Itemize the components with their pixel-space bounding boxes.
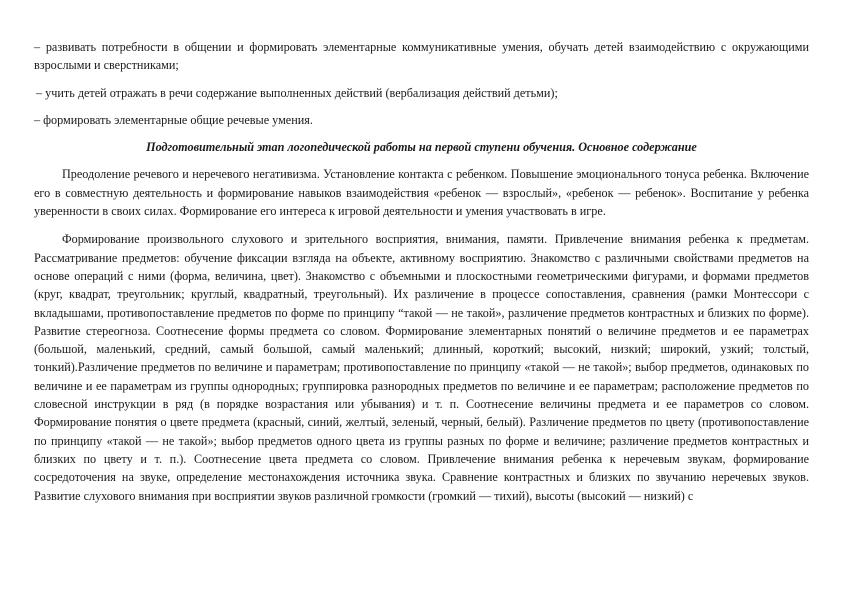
section-heading: Подготовительный этап логопедической работы на первой ступени обучения. Основное содержание — [146, 140, 697, 155]
paragraph-perception: Формирование произвольного слухового и зрительного восприятия, внимания, памяти. Привлечение внимания ребенка к предметам. Рассматривание предметов: обучение фиксации взгляда на объекте, активному восприятию. Знакомство с различными свойствами предметов на основе операций с ними (форма, величина, цвет). Знакомство с объемными и плоскостными геометрическими фигурами, и формами предметов (круг, квадрат, треугольник; круглый, квадратный, треугольный). Их различение в процессе сопоставления, сравнения (рамки Монтессори с вкладышами, противопоставление предметов по форме по принципу “такой — не такой», различение предметов контрастных и близких по форме). Развитие стереогноза. Соотнесение формы предмета со словом. Формирование элементарных понятий о величине предметов и ее параметрах (большой, маленький, средний, самый большой, самый маленький; длинный, короткий; высокий, низкий; широкий, узкий; толстый, тонкий).Различение предметов по величине и параметрам; противопоставление по принципу «такой — не такой»; выбор предметов, одинаковых по величине и ее параметрам из группы однородных; группировка разнородных предметов по величине и ее параметрам; расположение предметов по словесной инструкции в ряд (в порядке возрастания или убывания) и т. п. Соотнесение величины предмета и ее параметров со словом. Формирование понятия о цвете предмета (красный, синий, желтый, зеленый, черный, белый). Различение предметов по цвету (противопоставление по принципу «такой — не такой»; выбор предметов одного цвета из группы разных по форме и величине; различение предметов контрастных и близких по цвету и т. п.). Соотнесение цвета предмета со словом. Привлечение внимания ребенка к неречевым звукам, формирование сосредоточения на звуке, определение местонахождения источника звука. Сравнение контрастных и близких по звучанию неречевых звуков. Развитие слухового внимания при восприятии звуков различной громкости (громкий — тихий), высоты (высокий — низкий) с — [34, 232, 809, 503]
bullet-verbalization: – учить детей отражать в речи содержание выполненных действий (вербализация действий детьми); — [36, 85, 558, 100]
paragraph-negativism: Преодоление речевого и неречевого негативизма. Установление контакта с ребенком. Повышение эмоционального тонуса ребенка. Включение его в совместную деятельность и формирование навыков взаимодействия «ребенок — взрослый», «ребенок — ребенок». Воспитание у ребенка уверенности в своих силах. Формирование его интереса к игровой деятельности и умения участвовать в игре. — [34, 167, 809, 219]
bullet-communication: – развивать потребности в общении и формировать элементарные коммуникативные умения, обучать детей взаимодействию с окружающими взрослыми и сверстниками; — [34, 40, 809, 73]
document-page — [34, 38, 809, 505]
bullet-speech-skills: – формировать элементарные общие речевые умения. — [34, 112, 313, 127]
